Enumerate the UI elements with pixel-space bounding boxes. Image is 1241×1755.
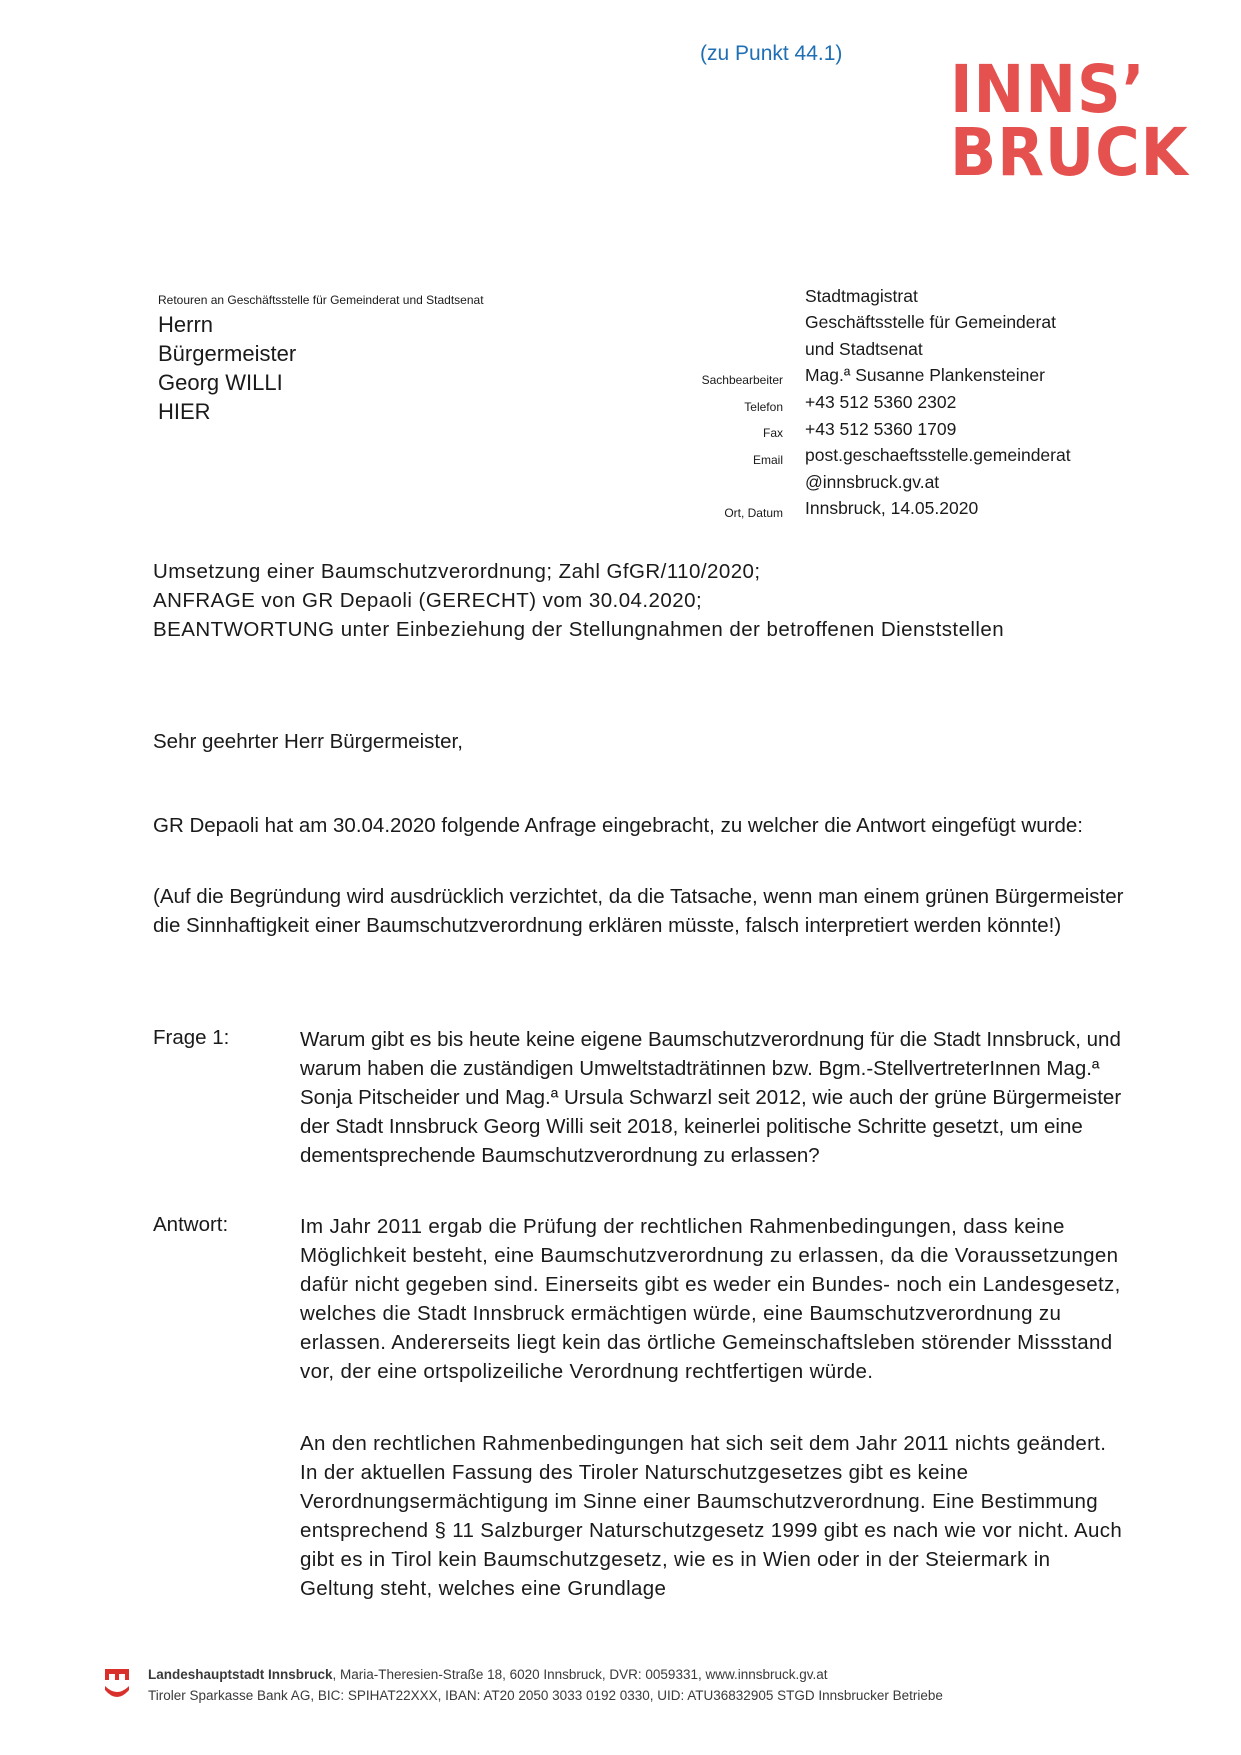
salutation: Sehr geehrter Herr Bürgermeister, bbox=[153, 730, 463, 753]
recipient-address bbox=[158, 310, 296, 426]
email-value: post.geschaeftsstelle.gemeinderat bbox=[805, 445, 1071, 465]
footer-line-2: Tiroler Sparkasse Bank AG, BIC: SPIHAT22XXX, IBAN: AT20 2050 3033 0192 0330, UID: ATU36832905 STGD Innsbrucker Betriebe bbox=[148, 1688, 943, 1703]
subject-line: BEANTWORTUNG unter Einbeziehung der Stellungnahmen der betroffenen Dienststellen bbox=[153, 618, 1005, 641]
sender-org-line: und Stadtsenat bbox=[805, 339, 923, 359]
footer bbox=[148, 1664, 1148, 1706]
logo-line-1: INNS’ bbox=[950, 51, 1146, 128]
answer-paragraph-1: Im Jahr 2011 ergab die Prüfung der rechtlichen Rahmenbedingungen, dass keine Möglichkeit besteht, eine Baumschutzverordnung zu erlassen, da die Voraussetzungen dafür nicht gegeben sind. Einerseits gibt es weder ein Bundes- noch ein Landesgesetz, welches die Stadt Innsbruck ermächtigen würde, eine Baumschutzverordnung zu erlassen. Andererseits liegt kein das örtliche Gemeinschaftsleben störender Missstand vor, der eine ortspolizeiliche Verordnung rechtfertigen würde. bbox=[300, 1215, 1121, 1383]
phone-value: +43 512 5360 2302 bbox=[805, 392, 957, 412]
footer-address: , Maria-Theresien-Straße 18, 6020 Innsbruck, DVR: 0059331, www.innsbruck.gv.at bbox=[332, 1667, 828, 1682]
clerk-value: Mag.ª Susanne Plankensteiner bbox=[805, 365, 1045, 385]
city-emblem-icon bbox=[104, 1668, 130, 1702]
recipient-line: Bürgermeister bbox=[158, 341, 297, 366]
subject-line: ANFRAGE von GR Depaoli (GERECHT) vom 30.04.2020; bbox=[153, 589, 703, 612]
subject-line: Umsetzung einer Baumschutzverordnung; Zahl GfGR/110/2020; bbox=[153, 560, 761, 583]
footer-org-name: Landeshauptstadt Innsbruck bbox=[148, 1667, 333, 1682]
email-label: Email bbox=[752, 453, 783, 467]
date-label: Ort, Datum bbox=[724, 506, 783, 520]
recipient-line: Herrn bbox=[158, 312, 214, 337]
intro-paragraph: GR Depaoli hat am 30.04.2020 folgende Anfrage eingebracht, zu welcher die Antwort eingefügt wurde: bbox=[153, 814, 1083, 837]
subject-block bbox=[153, 557, 1004, 644]
reference-note: (zu Punkt 44.1) bbox=[700, 42, 843, 65]
question-text: Warum gibt es bis heute keine eigene Baumschutzverordnung für die Stadt Innsbruck, und warum haben die zuständigen Umweltstadträtinnen bzw. Bgm.-StellvertreterInnen Mag.ª Sonja Pitscheider und Mag.ª Ursula Schwarzl seit 2012, wie auch der grüne Bürgermeister der Stadt Innsbruck Georg Willi seit 2018, keinerlei politische Schritte gesetzt, um eine dementsprechende Baumschutzverordnung zu erlassen? bbox=[300, 1028, 1122, 1167]
phone-label: Telefon bbox=[744, 400, 783, 414]
clerk-label: Sachbearbeiter bbox=[701, 373, 783, 387]
question-label: Frage 1: bbox=[153, 1026, 230, 1049]
email-value-continued: @innsbruck.gv.at bbox=[805, 472, 940, 492]
fax-value: +43 512 5360 1709 bbox=[805, 419, 957, 439]
fax-label: Fax bbox=[762, 426, 783, 440]
return-address-line: Retouren an Geschäftsstelle für Gemeinderat und Stadtsenat bbox=[158, 293, 484, 307]
sender-org-line: Stadtmagistrat bbox=[805, 286, 918, 306]
footer-line-1 bbox=[148, 1664, 1148, 1685]
innsbruck-logo bbox=[950, 51, 1189, 191]
recipient-line: HIER bbox=[158, 399, 211, 424]
sender-org-line: Geschäftsstelle für Gemeinderat bbox=[805, 312, 1056, 332]
answer-paragraph-2: An den rechtlichen Rahmenbedingungen hat sich seit dem Jahr 2011 nichts geändert. In der aktuellen Fassung des Tiroler Naturschutzgesetzes gibt es keine Verordnungsermächtigung im Sinne einer Baumschutzverordnung. Eine Bestimmung entsprechend § 11 Salzburger Naturschutzgesetz 1999 gibt es nach wie vor nicht. Auch gibt es in Tirol kein Baumschutzgesetz, wie es in Wien oder in der Steiermark in Geltung steht, welches eine Grundlage bbox=[300, 1432, 1123, 1600]
note-paragraph: (Auf die Begründung wird ausdrücklich verzichtet, da die Tatsache, wenn man einem grünen Bürgermeister die Sinnhaftigkeit einer Baumschutzverordnung erklären müsste, falsch interpretiert werden könnte!) bbox=[153, 885, 1124, 937]
logo-line-2: BRUCK bbox=[950, 114, 1189, 191]
answer-label: Antwort: bbox=[153, 1213, 229, 1236]
date-value: Innsbruck, 14.05.2020 bbox=[805, 498, 979, 518]
recipient-line: Georg WILLI bbox=[158, 370, 283, 395]
